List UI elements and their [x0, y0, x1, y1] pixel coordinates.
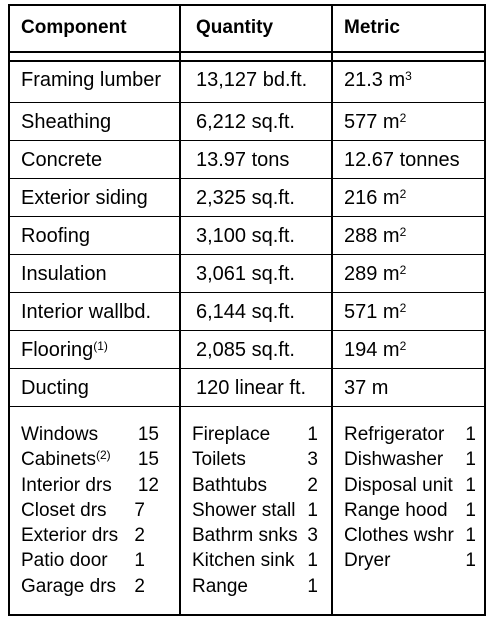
cell-metric: 571 $m^2$	[344, 301, 407, 323]
list-item: Range 1	[192, 575, 318, 597]
table-border-top	[8, 4, 486, 6]
cell-quantity: 2,085 sq.ft.	[196, 339, 295, 361]
row-rule	[8, 406, 486, 407]
header-quantity: Quantity	[196, 17, 274, 38]
list-item: Bathtubs 2	[192, 474, 318, 496]
row-rule	[8, 216, 486, 217]
list-item: Garage drs 2	[21, 575, 145, 597]
list-item: Kitchen sink 1	[192, 550, 318, 572]
list-item: Clothes wshr 1	[344, 525, 476, 547]
cell-quantity: 120 linear ft.	[196, 377, 307, 399]
list-item: Bathrm snks 3	[192, 525, 318, 547]
cell-component: Concrete	[21, 149, 103, 171]
cell-component: Roofing	[21, 225, 90, 247]
cell-quantity: 13.97 tons	[196, 149, 290, 171]
cell-metric: 194 $m^2$	[344, 339, 407, 361]
cell-component: Ducting	[21, 377, 89, 399]
table-border-left	[8, 4, 10, 616]
cell-component: Sheathing	[21, 111, 112, 133]
cell-quantity: 13,127 bd.ft.	[196, 69, 308, 91]
cell-metric: 289 $m^2$	[344, 263, 407, 285]
list-item: Disposal unit 1	[344, 474, 476, 496]
row-rule	[8, 178, 486, 179]
cell-component: Interior wallbd.	[21, 301, 152, 323]
fixtures-list-appliances	[344, 422, 480, 574]
row-rule	[8, 368, 486, 369]
row-rule	[8, 102, 486, 103]
list-item: Toilets 3	[192, 449, 318, 471]
row-rule	[8, 330, 486, 331]
cell-metric: 37 m	[344, 377, 389, 399]
list-item: Patio door 1	[21, 550, 145, 572]
cell-component: Framing lumber	[21, 69, 162, 91]
cell-component: Exterior siding	[21, 187, 148, 209]
list-item: Dryer 1	[344, 550, 476, 572]
header-component: Component	[21, 17, 127, 38]
cell-quantity: 2,325 sq.ft.	[196, 187, 295, 209]
row-rule	[8, 292, 486, 293]
footnote-marker: (2)	[96, 448, 111, 463]
cell-component: Flooring$^{(1)}$	[21, 339, 108, 361]
cell-metric: 216 $m^2$	[344, 187, 407, 209]
header-metric: Metric	[344, 17, 400, 38]
list-item: Exterior drs 2	[21, 525, 145, 547]
cell-metric: 21.3 $m^3$	[344, 69, 412, 91]
cell-component: Insulation	[21, 263, 107, 285]
table-border-right	[484, 4, 486, 616]
cell-quantity: 6,144 sq.ft.	[196, 301, 295, 323]
cell-quantity: 6,212 sq.ft.	[196, 111, 295, 133]
cell-metric: 12.67 tonnes	[344, 149, 460, 171]
table-border-bottom	[8, 614, 486, 616]
list-item: Refrigerator 1	[344, 424, 476, 445]
header-rule-2	[8, 60, 486, 62]
list-item: Shower stall 1	[192, 499, 318, 521]
cell-quantity: 3,061 sq.ft.	[196, 263, 295, 285]
fixtures-list-plumbing	[192, 422, 324, 599]
list-item: Range hood 1	[344, 499, 476, 521]
row-rule	[8, 140, 486, 141]
cell-metric: 577 $m^2$	[344, 111, 407, 133]
column-divider-2	[331, 4, 333, 616]
list-item: Fireplace 1	[192, 424, 318, 445]
footnote-marker: (1)	[93, 339, 108, 353]
cell-metric: 288 $m^2$	[344, 225, 407, 247]
list-item: Interior drs 12	[21, 474, 159, 496]
list-item: Closet drs 7	[21, 499, 145, 521]
column-divider-1	[179, 4, 181, 616]
list-item: Dishwasher 1	[344, 449, 476, 471]
row-rule	[8, 254, 486, 255]
cell-quantity: 3,100 sq.ft.	[196, 225, 295, 247]
header-rule-1	[8, 51, 486, 53]
fixtures-list-structure	[21, 422, 164, 599]
list-item: Windows 15	[21, 424, 159, 445]
list-item: Cabinets$^{(2)}$ 15	[21, 448, 159, 471]
